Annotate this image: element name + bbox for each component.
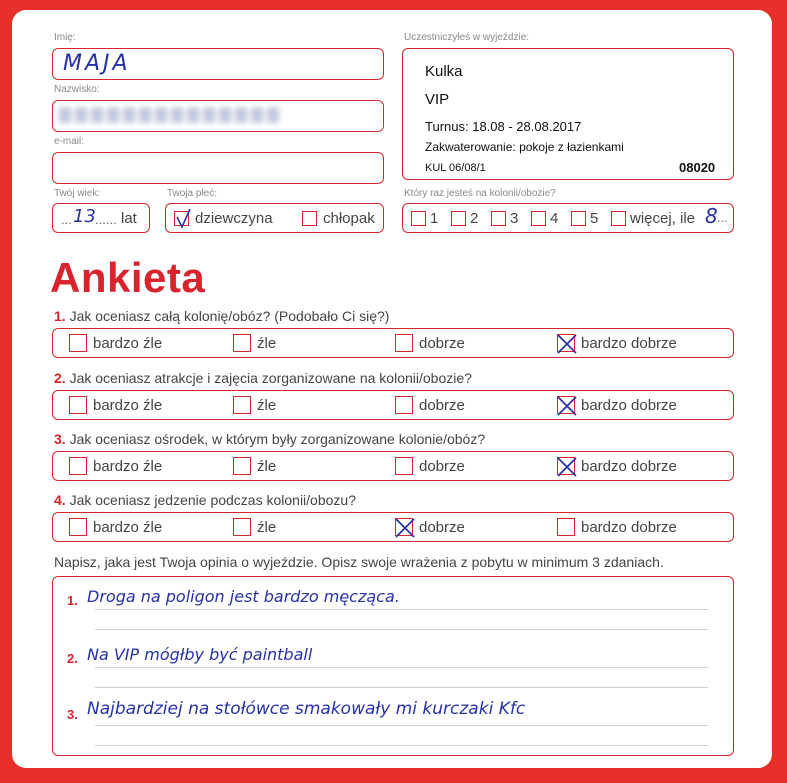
label-trip: Uczestniczyłeś w wyjeździe: <box>404 32 530 43</box>
rating-option-4[interactable] <box>557 457 677 475</box>
times-2-checkbox[interactable] <box>451 211 466 226</box>
rating-checkbox[interactable] <box>557 396 575 414</box>
times-2-label: 2 <box>470 210 479 227</box>
rating-row-1 <box>52 328 734 358</box>
times-3[interactable] <box>491 210 518 227</box>
rating-label: bardzo źle <box>93 457 163 475</box>
answer-line-1b <box>95 629 708 630</box>
question-1 <box>54 308 389 324</box>
label-age: Twój wiek: <box>54 188 101 199</box>
times-5-label: 5 <box>590 210 599 227</box>
question-text: Jak oceniasz atrakcje i zajęcia zorganizowane na kolonii/obozie? <box>69 370 472 386</box>
times-1-checkbox[interactable] <box>411 211 426 226</box>
times-field <box>402 203 734 233</box>
question-3 <box>54 431 485 447</box>
rating-label: dobrze <box>419 396 465 414</box>
times-more-checkbox[interactable] <box>611 211 626 226</box>
last-name-field[interactable] <box>52 100 384 132</box>
times-4-checkbox[interactable] <box>531 211 546 226</box>
rating-checkbox[interactable] <box>233 334 251 352</box>
rating-option-2[interactable] <box>233 396 276 414</box>
question-text: Jak oceniasz całą kolonię/obóz? (Podobało Ci się?) <box>69 308 390 324</box>
question-number: 4. <box>54 492 66 508</box>
answer-2-text: Na VIP mógłby być paintball <box>87 645 313 664</box>
times-1-label: 1 <box>430 210 439 227</box>
rating-row-4 <box>52 512 734 542</box>
rating-option-3[interactable] <box>395 396 465 414</box>
rating-checkbox[interactable] <box>557 334 575 352</box>
rating-label: źle <box>257 334 277 352</box>
rating-label: bardzo dobrze <box>581 334 677 352</box>
times-more-dots: ... <box>717 210 728 225</box>
rating-checkbox[interactable] <box>233 518 251 536</box>
answer-line-1 <box>95 609 708 610</box>
times-3-label: 3 <box>510 210 519 227</box>
rating-checkbox[interactable] <box>395 518 413 536</box>
rating-label: dobrze <box>419 334 465 352</box>
rating-label: dobrze <box>419 457 465 475</box>
rating-option-1[interactable] <box>69 457 162 475</box>
rating-row-3 <box>52 451 734 481</box>
turnus-label: Turnus: <box>425 119 469 134</box>
times-1[interactable] <box>411 210 438 227</box>
rating-checkbox[interactable] <box>69 457 87 475</box>
rating-checkbox[interactable] <box>395 396 413 414</box>
answer-1-number: 1. <box>67 593 78 608</box>
gender-female-checkbox[interactable] <box>174 211 189 226</box>
rating-label: bardzo dobrze <box>581 457 677 475</box>
accommodation-label: Zakwaterowanie: <box>425 140 516 154</box>
times-5-checkbox[interactable] <box>571 211 586 226</box>
question-number: 2. <box>54 370 66 386</box>
trip-name: Kulka <box>425 63 463 80</box>
trip-info-box <box>402 48 734 180</box>
rating-option-2[interactable] <box>233 518 276 536</box>
label-times: Który raz jesteś na kolonii/obozie? <box>404 188 556 199</box>
opinion-prompt: Napisz, jaka jest Twoja opinia o wyjeździe. Opisz swoje wrażenia z pobytu w minimum 3 zdaniach. <box>54 554 664 570</box>
cross-mark-icon <box>555 394 579 418</box>
rating-checkbox[interactable] <box>395 457 413 475</box>
trip-number: 08020 <box>679 160 716 175</box>
answer-3-text: Najbardziej na stołówce smakowały mi kurczaki Kfc <box>87 699 526 719</box>
answer-line-3 <box>95 725 708 726</box>
question-4 <box>54 492 356 508</box>
rating-option-1[interactable] <box>69 396 162 414</box>
times-more[interactable] <box>611 210 695 227</box>
age-unit: lat <box>121 210 137 227</box>
rating-label: bardzo źle <box>93 518 163 536</box>
times-4[interactable] <box>531 210 558 227</box>
answer-2-number: 2. <box>67 651 78 666</box>
rating-checkbox[interactable] <box>395 334 413 352</box>
rating-checkbox[interactable] <box>69 396 87 414</box>
times-3-checkbox[interactable] <box>491 211 506 226</box>
survey-title: Ankieta <box>50 254 206 301</box>
cross-mark-icon <box>393 516 417 540</box>
rating-option-3[interactable] <box>395 457 465 475</box>
rating-label: bardzo dobrze <box>581 518 677 536</box>
question-number: 3. <box>54 431 66 447</box>
rating-label: bardzo źle <box>93 334 163 352</box>
question-text: Jak oceniasz ośrodek, w którym były zorganizowane kolonie/obóz? <box>69 431 486 447</box>
opinion-box[interactable] <box>52 576 734 756</box>
rating-option-2[interactable] <box>233 334 276 352</box>
rating-label: dobrze <box>419 518 465 536</box>
times-more-label: więcej, ile <box>630 210 696 227</box>
cross-mark-icon <box>555 455 579 479</box>
last-name-redacted <box>57 103 377 129</box>
rating-label: źle <box>257 457 277 475</box>
rating-checkbox[interactable] <box>233 396 251 414</box>
gender-male-checkbox[interactable] <box>302 211 317 226</box>
rating-label: źle <box>257 518 277 536</box>
times-more-value: 8 <box>705 204 718 228</box>
rating-checkbox[interactable] <box>557 518 575 536</box>
question-number: 1. <box>54 308 66 324</box>
turnus-value: 18.08 - 28.08.2017 <box>472 119 582 134</box>
times-5[interactable] <box>571 210 598 227</box>
gender-female-option[interactable] <box>174 210 273 227</box>
gender-male-label: chłopak <box>323 210 375 227</box>
email-field[interactable] <box>52 152 384 184</box>
rating-option-3[interactable] <box>395 518 465 536</box>
rating-option-4[interactable] <box>557 396 677 414</box>
survey-page <box>12 10 772 768</box>
rating-option-4[interactable] <box>557 518 677 536</box>
gender-male-option[interactable] <box>302 210 375 227</box>
answer-line-2b <box>95 687 708 688</box>
times-2[interactable] <box>451 210 478 227</box>
question-2 <box>54 370 472 386</box>
age-dots-after: ...... <box>95 212 117 227</box>
trip-type: VIP <box>425 91 450 108</box>
times-4-label: 4 <box>550 210 559 227</box>
trip-code: KUL 06/08/1 <box>425 162 486 174</box>
gender-field <box>165 203 384 233</box>
answer-1-text: Droga na poligon jest bardzo męcząca. <box>87 587 400 606</box>
rating-checkbox[interactable] <box>557 457 575 475</box>
rating-row-2 <box>52 390 734 420</box>
cross-mark-icon <box>555 332 579 356</box>
label-last-name: Nazwisko: <box>54 84 100 95</box>
first-name-field[interactable] <box>52 48 384 80</box>
rating-checkbox[interactable] <box>69 518 87 536</box>
rating-option-1[interactable] <box>69 334 162 352</box>
accommodation-value: pokoje z łazienkami <box>519 140 624 154</box>
label-email: e-mail: <box>54 136 85 147</box>
label-first-name: Imię: <box>54 32 76 43</box>
answer-line-2 <box>95 667 708 668</box>
rating-checkbox[interactable] <box>233 457 251 475</box>
rating-option-3[interactable] <box>395 334 465 352</box>
answer-3-number: 3. <box>67 707 78 722</box>
rating-label: bardzo dobrze <box>581 396 677 414</box>
gender-female-label: dziewczyna <box>195 210 273 227</box>
rating-label: bardzo źle <box>93 396 163 414</box>
answer-line-3b <box>95 745 708 746</box>
age-value: 13 <box>73 206 96 227</box>
rating-option-1[interactable] <box>69 518 162 536</box>
rating-label: źle <box>257 396 277 414</box>
trip-accommodation <box>425 140 624 154</box>
rating-option-4[interactable] <box>557 334 677 352</box>
question-text: Jak oceniasz jedzenie podczas kolonii/obozu? <box>69 492 356 508</box>
age-dots-before: ... <box>61 212 72 227</box>
trip-turnus <box>425 119 581 134</box>
rating-option-2[interactable] <box>233 457 276 475</box>
first-name-value: MAJA <box>63 51 131 76</box>
rating-checkbox[interactable] <box>69 334 87 352</box>
age-field[interactable] <box>52 203 150 233</box>
label-gender: Twoja płeć: <box>167 188 218 199</box>
